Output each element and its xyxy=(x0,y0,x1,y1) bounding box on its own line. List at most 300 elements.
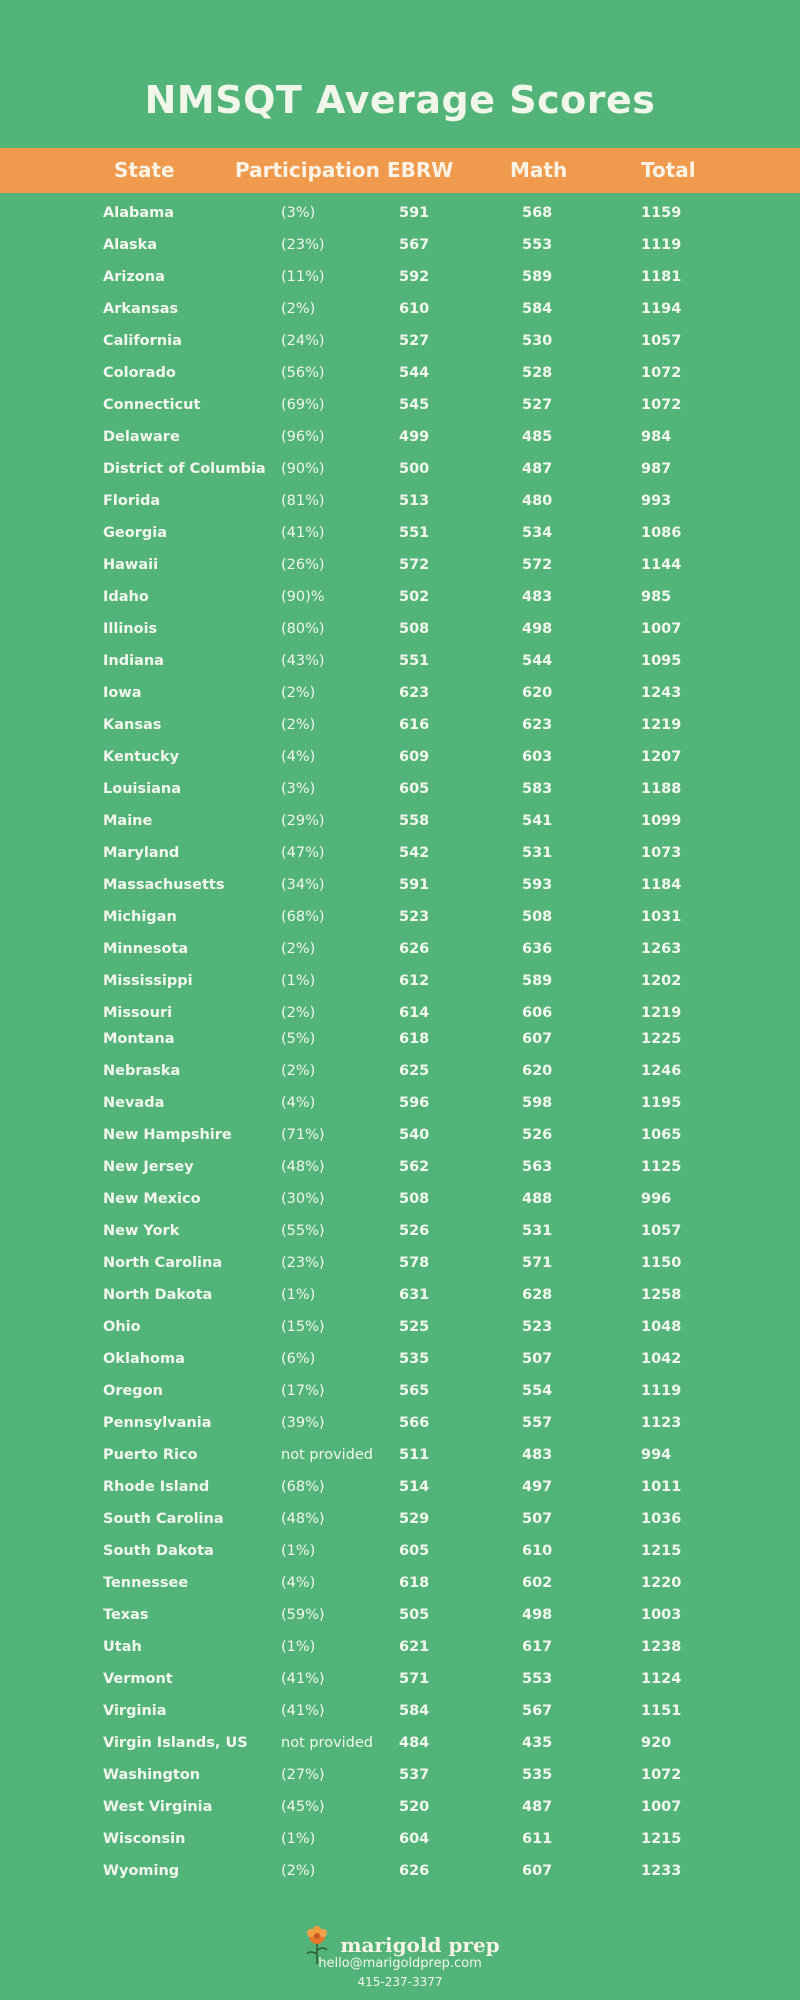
table-row xyxy=(0,1153,800,1185)
total-cell: 1057 xyxy=(641,333,682,349)
table-row xyxy=(0,647,800,679)
table-row xyxy=(0,1569,800,1601)
state-cell: Connecticut xyxy=(103,397,201,413)
participation-cell: (96%) xyxy=(281,429,325,445)
table-row xyxy=(0,487,800,519)
state-cell: Vermont xyxy=(103,1671,173,1687)
state-cell: Kentucky xyxy=(103,749,180,765)
state-cell: North Dakota xyxy=(103,1287,213,1303)
participation-cell: (2%) xyxy=(281,1063,316,1079)
total-cell: 994 xyxy=(641,1447,672,1463)
participation-cell: (27%) xyxy=(281,1767,325,1783)
ebrw-cell: 511 xyxy=(399,1447,430,1463)
total-cell: 993 xyxy=(641,493,672,509)
state-cell: Arizona xyxy=(103,269,165,285)
participation-cell: (34%) xyxy=(281,877,325,893)
table-row xyxy=(0,231,800,263)
math-cell: 567 xyxy=(522,1703,553,1719)
total-cell: 1086 xyxy=(641,525,682,541)
ebrw-cell: 499 xyxy=(399,429,430,445)
math-cell: 593 xyxy=(522,877,553,893)
table-row xyxy=(0,391,800,423)
table-row xyxy=(0,1409,800,1441)
total-cell: 1184 xyxy=(641,877,682,893)
total-cell: 1246 xyxy=(641,1063,682,1079)
math-cell: 488 xyxy=(522,1191,553,1207)
ebrw-cell: 542 xyxy=(399,845,430,861)
math-cell: 531 xyxy=(522,845,553,861)
participation-cell: (80%) xyxy=(281,621,325,637)
participation-cell: (2%) xyxy=(281,717,316,733)
total-cell: 1119 xyxy=(641,237,682,253)
state-cell: Mississippi xyxy=(103,973,193,989)
contact-email: hello@marigoldprep.com xyxy=(318,1956,482,1971)
state-cell: District of Columbia xyxy=(103,461,266,477)
ebrw-cell: 558 xyxy=(399,813,430,829)
total-cell: 1263 xyxy=(641,941,682,957)
ebrw-cell: 535 xyxy=(399,1351,430,1367)
table-row xyxy=(0,519,800,551)
participation-cell: (81%) xyxy=(281,493,325,509)
participation-cell: (1%) xyxy=(281,1543,316,1559)
total-cell: 1048 xyxy=(641,1319,682,1335)
ebrw-cell: 500 xyxy=(399,461,430,477)
ebrw-cell: 623 xyxy=(399,685,430,701)
math-cell: 572 xyxy=(522,557,553,573)
total-cell: 996 xyxy=(641,1191,672,1207)
ebrw-cell: 616 xyxy=(399,717,430,733)
participation-cell: not provided xyxy=(281,1735,374,1751)
state-cell: South Carolina xyxy=(103,1511,224,1527)
math-cell: 554 xyxy=(522,1383,553,1399)
ebrw-cell: 523 xyxy=(399,909,430,925)
ebrw-cell: 571 xyxy=(399,1671,430,1687)
participation-cell: (15%) xyxy=(281,1319,325,1335)
state-cell: Colorado xyxy=(103,365,176,381)
math-cell: 483 xyxy=(522,589,553,605)
total-cell: 1072 xyxy=(641,397,682,413)
math-cell: 507 xyxy=(522,1511,553,1527)
state-cell: Alaska xyxy=(103,237,158,253)
table-row xyxy=(0,1537,800,1569)
table-row xyxy=(0,327,800,359)
participation-cell: (2%) xyxy=(281,685,316,701)
state-cell: Illinois xyxy=(103,621,158,637)
table-row xyxy=(0,1057,800,1089)
participation-cell: (3%) xyxy=(281,205,316,221)
state-cell: Kansas xyxy=(103,717,162,733)
total-cell: 1243 xyxy=(641,685,682,701)
participation-cell: not provided xyxy=(281,1447,374,1463)
math-cell: 487 xyxy=(522,461,553,477)
table-header xyxy=(0,148,800,193)
table-row xyxy=(0,1281,800,1313)
total-cell: 1057 xyxy=(641,1223,682,1239)
participation-cell: (4%) xyxy=(281,749,316,765)
table-row xyxy=(0,903,800,935)
column-header-total: Total xyxy=(641,158,696,182)
ebrw-cell: 578 xyxy=(399,1255,430,1271)
state-cell: Puerto Rico xyxy=(103,1447,198,1463)
ebrw-cell: 565 xyxy=(399,1383,430,1399)
total-cell: 1202 xyxy=(641,973,682,989)
table-row xyxy=(0,455,800,487)
math-cell: 589 xyxy=(522,973,553,989)
table-row xyxy=(0,1217,800,1249)
math-cell: 507 xyxy=(522,1351,553,1367)
ebrw-cell: 505 xyxy=(399,1607,430,1623)
math-cell: 483 xyxy=(522,1447,553,1463)
total-cell: 1159 xyxy=(641,205,682,221)
column-header-state: State xyxy=(114,158,175,182)
state-cell: Michigan xyxy=(103,909,177,925)
state-cell: Rhode Island xyxy=(103,1479,210,1495)
participation-cell: (48%) xyxy=(281,1511,325,1527)
total-cell: 987 xyxy=(641,461,672,477)
table-row xyxy=(0,1345,800,1377)
total-cell: 1194 xyxy=(641,301,682,317)
participation-cell: (90%) xyxy=(281,461,325,477)
ebrw-cell: 520 xyxy=(399,1799,430,1815)
table-row xyxy=(0,1249,800,1281)
ebrw-cell: 567 xyxy=(399,237,430,253)
ebrw-cell: 540 xyxy=(399,1127,430,1143)
table-row xyxy=(0,199,800,231)
math-cell: 557 xyxy=(522,1415,553,1431)
table-row xyxy=(0,1793,800,1825)
math-cell: 553 xyxy=(522,1671,553,1687)
table-row xyxy=(0,1377,800,1409)
math-cell: 607 xyxy=(522,1863,553,1879)
table-row xyxy=(0,583,800,615)
participation-cell: (48%) xyxy=(281,1159,325,1175)
page-title: NMSQT Average Scores xyxy=(144,78,656,122)
table-row xyxy=(0,1633,800,1665)
participation-cell: (45%) xyxy=(281,1799,325,1815)
participation-cell: (29%) xyxy=(281,813,325,829)
ebrw-cell: 572 xyxy=(399,557,430,573)
participation-cell: (11%) xyxy=(281,269,325,285)
math-cell: 623 xyxy=(522,717,553,733)
table-row xyxy=(0,839,800,871)
participation-cell: (41%) xyxy=(281,525,325,541)
total-cell: 1036 xyxy=(641,1511,682,1527)
ebrw-cell: 545 xyxy=(399,397,430,413)
total-cell: 1031 xyxy=(641,909,682,925)
math-cell: 523 xyxy=(522,1319,553,1335)
math-cell: 589 xyxy=(522,269,553,285)
math-cell: 584 xyxy=(522,301,553,317)
math-cell: 480 xyxy=(522,493,553,509)
ebrw-cell: 591 xyxy=(399,877,430,893)
table-row xyxy=(0,871,800,903)
state-cell: Indiana xyxy=(103,653,164,669)
math-cell: 636 xyxy=(522,941,553,957)
participation-cell: (23%) xyxy=(281,1255,325,1271)
ebrw-cell: 592 xyxy=(399,269,430,285)
table-row xyxy=(0,551,800,583)
state-cell: New Jersey xyxy=(103,1159,194,1175)
state-cell: Montana xyxy=(103,1031,175,1047)
state-cell: Missouri xyxy=(103,1005,173,1021)
table-row xyxy=(0,775,800,807)
participation-cell: (17%) xyxy=(281,1383,325,1399)
participation-cell: (69%) xyxy=(281,397,325,413)
math-cell: 528 xyxy=(522,365,553,381)
participation-cell: (56%) xyxy=(281,365,325,381)
total-cell: 1065 xyxy=(641,1127,682,1143)
state-cell: Ohio xyxy=(103,1319,141,1335)
table-row xyxy=(0,999,800,1025)
table-row xyxy=(0,1473,800,1505)
state-cell: Alabama xyxy=(103,205,175,221)
state-cell: Wyoming xyxy=(103,1863,180,1879)
total-cell: 920 xyxy=(641,1735,672,1751)
total-cell: 1007 xyxy=(641,1799,682,1815)
ebrw-cell: 508 xyxy=(399,621,430,637)
ebrw-cell: 621 xyxy=(399,1639,430,1655)
state-cell: Iowa xyxy=(103,685,142,701)
column-header-math: Math xyxy=(510,158,568,182)
ebrw-cell: 551 xyxy=(399,653,430,669)
state-cell: Oklahoma xyxy=(103,1351,185,1367)
ebrw-cell: 605 xyxy=(399,781,430,797)
table-row xyxy=(0,1665,800,1697)
total-cell: 1099 xyxy=(641,813,682,829)
table-row xyxy=(0,967,800,999)
math-cell: 544 xyxy=(522,653,553,669)
ebrw-cell: 525 xyxy=(399,1319,430,1335)
math-cell: 498 xyxy=(522,1607,553,1623)
table-row xyxy=(0,1313,800,1345)
participation-cell: (2%) xyxy=(281,1863,316,1879)
table-row xyxy=(0,1601,800,1633)
total-cell: 1007 xyxy=(641,621,682,637)
table-row xyxy=(0,1857,800,1889)
math-cell: 435 xyxy=(522,1735,553,1751)
participation-cell: (4%) xyxy=(281,1575,316,1591)
participation-cell: (2%) xyxy=(281,1005,316,1021)
math-cell: 620 xyxy=(522,685,553,701)
column-header-ebrw: EBRW xyxy=(387,158,454,182)
math-cell: 498 xyxy=(522,621,553,637)
table-row xyxy=(0,295,800,327)
total-cell: 1188 xyxy=(641,781,682,797)
total-cell: 1215 xyxy=(641,1831,682,1847)
math-cell: 487 xyxy=(522,1799,553,1815)
state-cell: Utah xyxy=(103,1639,142,1655)
ebrw-cell: 562 xyxy=(399,1159,430,1175)
math-cell: 526 xyxy=(522,1127,553,1143)
state-cell: Virginia xyxy=(103,1703,167,1719)
total-cell: 1073 xyxy=(641,845,682,861)
table-row xyxy=(0,935,800,967)
math-cell: 497 xyxy=(522,1479,553,1495)
state-cell: New Mexico xyxy=(103,1191,201,1207)
math-cell: 628 xyxy=(522,1287,553,1303)
total-cell: 1042 xyxy=(641,1351,682,1367)
ebrw-cell: 618 xyxy=(399,1575,430,1591)
ebrw-cell: 584 xyxy=(399,1703,430,1719)
total-cell: 1238 xyxy=(641,1639,682,1655)
total-cell: 1095 xyxy=(641,653,682,669)
ebrw-cell: 526 xyxy=(399,1223,430,1239)
total-cell: 1151 xyxy=(641,1703,682,1719)
math-cell: 553 xyxy=(522,237,553,253)
table-row xyxy=(0,1825,800,1857)
participation-cell: (41%) xyxy=(281,1703,325,1719)
table-row xyxy=(0,711,800,743)
state-cell: Texas xyxy=(103,1607,149,1623)
state-cell: California xyxy=(103,333,182,349)
total-cell: 1225 xyxy=(641,1031,682,1047)
ebrw-cell: 566 xyxy=(399,1415,430,1431)
state-cell: Georgia xyxy=(103,525,167,541)
table-row xyxy=(0,1505,800,1537)
total-cell: 1072 xyxy=(641,365,682,381)
total-cell: 1003 xyxy=(641,1607,682,1623)
table-row xyxy=(0,359,800,391)
total-cell: 1125 xyxy=(641,1159,682,1175)
total-cell: 1011 xyxy=(641,1479,682,1495)
ebrw-cell: 514 xyxy=(399,1479,430,1495)
state-cell: Minnesota xyxy=(103,941,189,957)
total-cell: 1144 xyxy=(641,557,682,573)
math-cell: 485 xyxy=(522,429,553,445)
ebrw-cell: 614 xyxy=(399,1005,430,1021)
state-cell: Hawaii xyxy=(103,557,159,573)
participation-cell: (68%) xyxy=(281,909,325,925)
table-row xyxy=(0,1441,800,1473)
state-cell: New Hampshire xyxy=(103,1127,232,1143)
ebrw-cell: 537 xyxy=(399,1767,430,1783)
contact-phone: 415-237-3377 xyxy=(357,1975,443,1989)
ebrw-cell: 612 xyxy=(399,973,430,989)
ebrw-cell: 626 xyxy=(399,941,430,957)
total-cell: 1220 xyxy=(641,1575,682,1591)
participation-cell: (55%) xyxy=(281,1223,325,1239)
state-cell: Massachusetts xyxy=(103,877,225,893)
math-cell: 620 xyxy=(522,1063,553,1079)
participation-cell: (4%) xyxy=(281,1095,316,1111)
state-cell: Oregon xyxy=(103,1383,163,1399)
math-cell: 598 xyxy=(522,1095,553,1111)
table-row xyxy=(0,423,800,455)
math-cell: 606 xyxy=(522,1005,553,1021)
math-cell: 610 xyxy=(522,1543,553,1559)
participation-cell: (47%) xyxy=(281,845,325,861)
ebrw-cell: 551 xyxy=(399,525,430,541)
state-cell: Virgin Islands, US xyxy=(103,1735,248,1751)
total-cell: 1195 xyxy=(641,1095,682,1111)
table-row xyxy=(0,1121,800,1153)
ebrw-cell: 527 xyxy=(399,333,430,349)
participation-cell: (41%) xyxy=(281,1671,325,1687)
participation-cell: (43%) xyxy=(281,653,325,669)
state-cell: Maryland xyxy=(103,845,180,861)
ebrw-cell: 502 xyxy=(399,589,430,605)
math-cell: 603 xyxy=(522,749,553,765)
ebrw-cell: 484 xyxy=(399,1735,430,1751)
state-cell: New York xyxy=(103,1223,180,1239)
participation-cell: (71%) xyxy=(281,1127,325,1143)
state-cell: North Carolina xyxy=(103,1255,223,1271)
ebrw-cell: 631 xyxy=(399,1287,430,1303)
participation-cell: (5%) xyxy=(281,1031,316,1047)
state-cell: South Dakota xyxy=(103,1543,214,1559)
ebrw-cell: 609 xyxy=(399,749,430,765)
table-row xyxy=(0,1025,800,1057)
math-cell: 527 xyxy=(522,397,553,413)
table-row xyxy=(0,679,800,711)
column-header-participation: Participation xyxy=(235,158,380,182)
ebrw-cell: 605 xyxy=(399,1543,430,1559)
table-row xyxy=(0,1697,800,1729)
ebrw-cell: 596 xyxy=(399,1095,430,1111)
math-cell: 530 xyxy=(522,333,553,349)
math-cell: 583 xyxy=(522,781,553,797)
total-cell: 1233 xyxy=(641,1863,682,1879)
participation-cell: (23%) xyxy=(281,237,325,253)
ebrw-cell: 513 xyxy=(399,493,430,509)
ebrw-cell: 544 xyxy=(399,365,430,381)
ebrw-cell: 591 xyxy=(399,205,430,221)
table-row xyxy=(0,615,800,647)
state-cell: Idaho xyxy=(103,589,149,605)
table-row xyxy=(0,743,800,775)
state-cell: West Virginia xyxy=(103,1799,213,1815)
participation-cell: (1%) xyxy=(281,1287,316,1303)
math-cell: 602 xyxy=(522,1575,553,1591)
state-cell: Arkansas xyxy=(103,301,179,317)
total-cell: 1258 xyxy=(641,1287,682,1303)
table-row xyxy=(0,1089,800,1121)
participation-cell: (24%) xyxy=(281,333,325,349)
total-cell: 1181 xyxy=(641,269,682,285)
total-cell: 1207 xyxy=(641,749,682,765)
math-cell: 571 xyxy=(522,1255,553,1271)
math-cell: 568 xyxy=(522,205,553,221)
total-cell: 1150 xyxy=(641,1255,682,1271)
ebrw-cell: 529 xyxy=(399,1511,430,1527)
state-cell: Pennsylvania xyxy=(103,1415,212,1431)
state-cell: Florida xyxy=(103,493,161,509)
participation-cell: (3%) xyxy=(281,781,316,797)
ebrw-cell: 626 xyxy=(399,1863,430,1879)
ebrw-cell: 610 xyxy=(399,301,430,317)
state-cell: Maine xyxy=(103,813,153,829)
ebrw-cell: 618 xyxy=(399,1031,430,1047)
participation-cell: (2%) xyxy=(281,941,316,957)
table-row xyxy=(0,1729,800,1761)
participation-cell: (39%) xyxy=(281,1415,325,1431)
state-cell: Washington xyxy=(103,1767,201,1783)
state-cell: Nevada xyxy=(103,1095,165,1111)
total-cell: 1219 xyxy=(641,717,682,733)
table-row xyxy=(0,1761,800,1793)
table-row xyxy=(0,807,800,839)
math-cell: 563 xyxy=(522,1159,553,1175)
participation-cell: (26%) xyxy=(281,557,325,573)
total-cell: 1119 xyxy=(641,1383,682,1399)
total-cell: 1124 xyxy=(641,1671,682,1687)
participation-cell: (2%) xyxy=(281,301,316,317)
total-cell: 1072 xyxy=(641,1767,682,1783)
state-cell: Wisconsin xyxy=(103,1831,186,1847)
state-cell: Louisiana xyxy=(103,781,181,797)
participation-cell: (59%) xyxy=(281,1607,325,1623)
scores-table xyxy=(0,199,800,1889)
